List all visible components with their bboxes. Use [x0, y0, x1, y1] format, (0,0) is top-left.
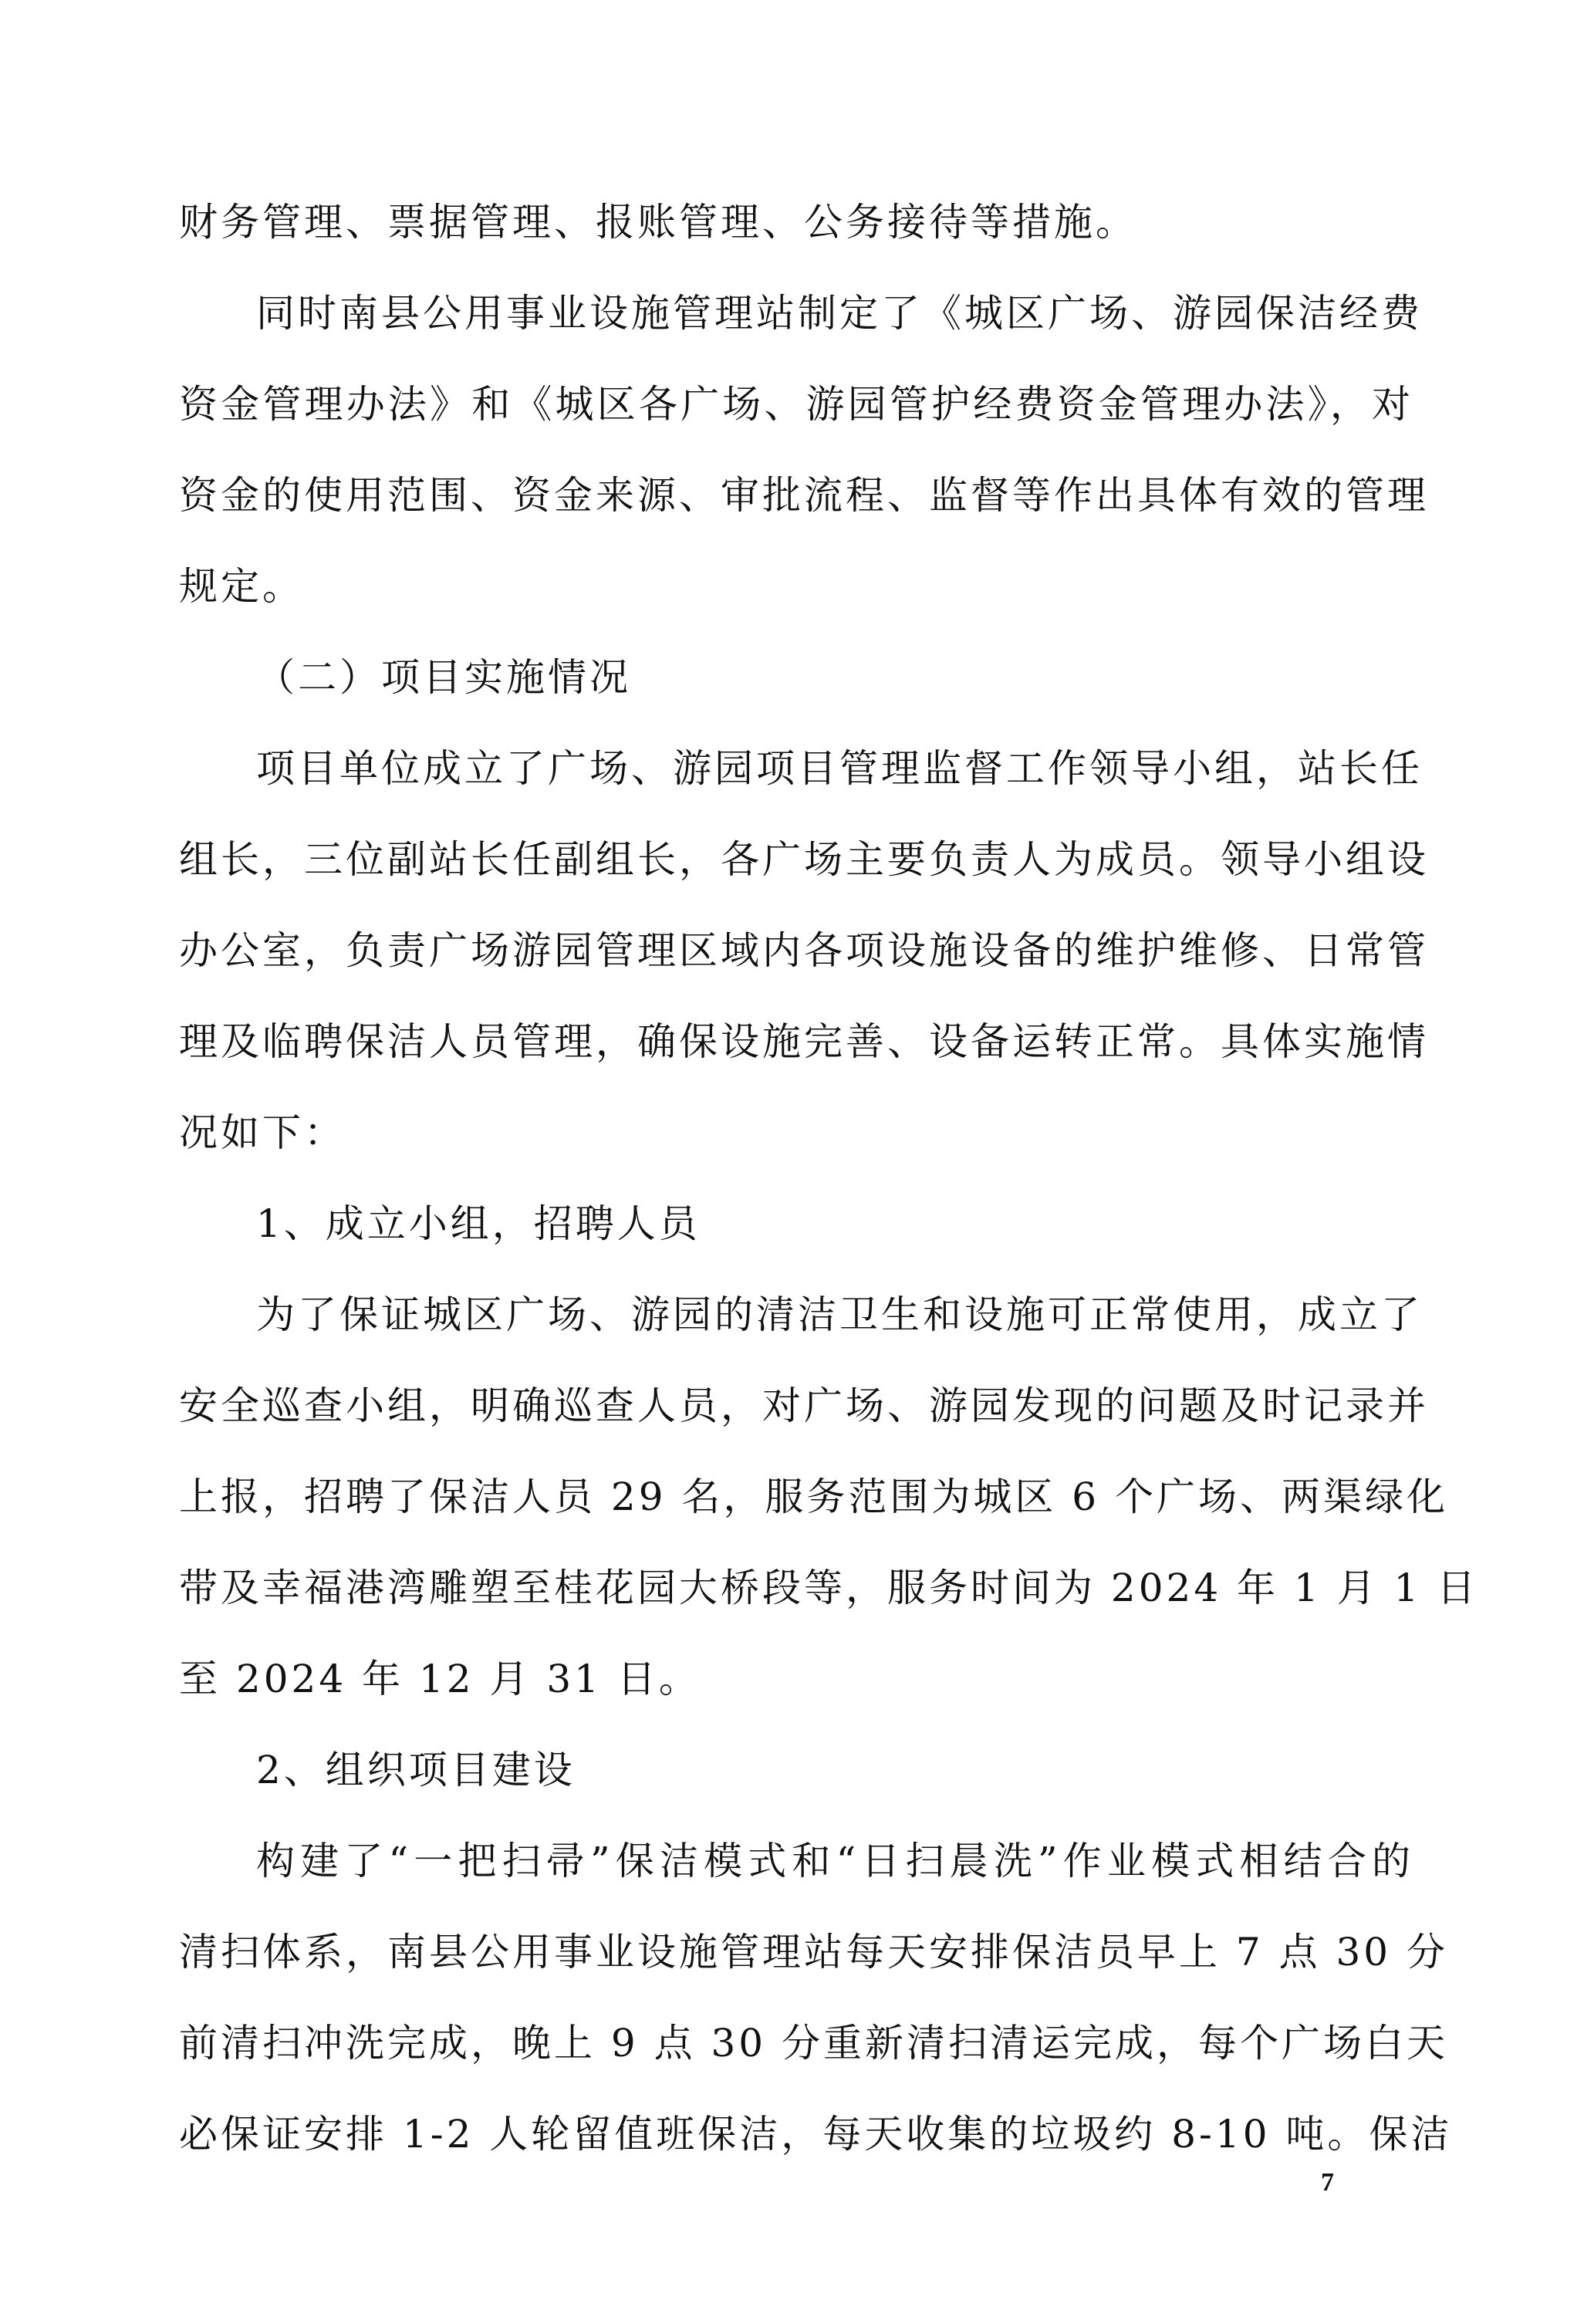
body-text-line: 资金管理办法》和《城区各广场、游园管护经费资金管理办法》，对	[179, 382, 1413, 427]
body-text-line: 财务管理、票据管理、报账管理、公务接待等措施。	[179, 200, 1137, 245]
body-text-line: 为了保证城区广场、游园的清洁卫生和设施可正常使用，成立了	[256, 1292, 1423, 1337]
body-text-line: 组长，三位副站长任副组长，各广场主要负责人为成员。领导小组设	[179, 837, 1429, 882]
body-text-line: 必保证安排 1-2 人轮留值班保洁，每天收集的垃圾约 8-10 吨。保洁	[179, 2112, 1453, 2157]
body-text-line: 清扫体系，南县公用事业设施管理站每天安排保洁员早上 7 点 30 分	[179, 1930, 1449, 1974]
section-heading: （二）项目实施情况	[256, 655, 631, 700]
body-text-line: 同时南县公用事业设施管理站制定了《城区广场、游园保洁经费	[256, 291, 1423, 336]
body-text-line: 资金的使用范围、资金来源、审批流程、监督等作出具体有效的管理	[179, 473, 1429, 518]
body-text-line: 规定。	[179, 564, 304, 609]
body-text-line: 至 2024 年 12 月 31 日。	[179, 1657, 701, 1701]
subsection-heading: 2、组织项目建设	[256, 1748, 576, 1792]
body-text-line: 办公室，负责广场游园管理区域内各项设施设备的维护维修、日常管	[179, 928, 1429, 973]
body-text-line: 前清扫冲洗完成，晚上 9 点 30 分重新清扫清运完成，每个广场白天	[179, 2021, 1449, 2066]
subsection-heading: 1、成立小组，招聘人员	[256, 1201, 701, 1246]
body-text-line: 带及幸福港湾雕塑至桂花园大桥段等，服务时间为 2024 年 1 月 1 日	[179, 1566, 1479, 1610]
body-text-line: 项目单位成立了广场、游园项目管理监督工作领导小组，站长任	[256, 746, 1423, 791]
body-text-line: 上报，招聘了保洁人员 29 名，服务范围为城区 6 个广场、两渠绿化	[179, 1474, 1449, 1519]
body-text-line: 安全巡查小组，明确巡查人员，对广场、游园发现的问题及时记录并	[179, 1383, 1429, 1428]
body-text-line: 构建了“一把扫帚”保洁模式和“日扫晨洗”作业模式相结合的	[256, 1839, 1413, 1883]
body-text-line: 况如下：	[179, 1110, 346, 1155]
body-text-line: 理及临聘保洁人员管理，确保设施完善、设备运转正常。具体实施情	[179, 1019, 1429, 1064]
page-number: 7	[1321, 2168, 1334, 2197]
